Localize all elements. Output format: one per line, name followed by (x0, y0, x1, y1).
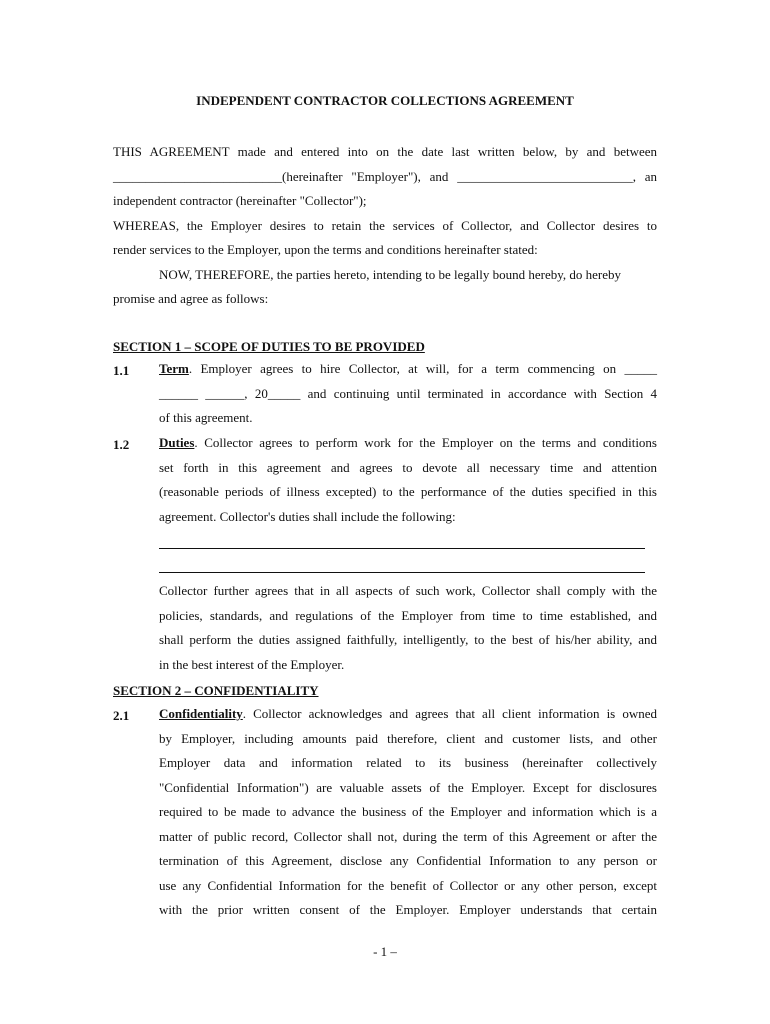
clause-1-2-number: 1.2 (113, 437, 130, 452)
clause-1-2-line-3: (reasonable periods of illness excepted) to the performance of the duties specified in this (159, 484, 657, 499)
clause-2-1 (159, 702, 657, 923)
intro-line-1: THIS AGREEMENT made and entered into on the date last written below, by and between (113, 144, 657, 159)
document-title: INDEPENDENT CONTRACTOR COLLECTIONS AGREEMENT (196, 93, 574, 108)
further-line-4: in the best interest of the Employer. (159, 656, 345, 672)
clause-1-2-line-4: agreement. Collector's duties shall include the following: (159, 508, 456, 524)
clause-1-1-line-1 (159, 357, 657, 382)
intro-paragraph (113, 140, 657, 312)
clause-1-1-number: 1.1 (113, 363, 130, 378)
clause-1-2-term: Duties (159, 435, 195, 450)
clause-2-1-line-8: use any Confidential Information for the benefit of Collector or any other person, except (159, 877, 657, 893)
clause-2-1-line-3: Employer data and information related to its business (hereinafter collectively (159, 755, 657, 770)
page-number: - 1 – (373, 944, 397, 959)
intro-line-2: __________________________(hereinafter "Employer"), and ___________________________, an (113, 168, 657, 184)
clause-1-1-line-3: of this agreement. (159, 410, 253, 425)
clause-2-1-line-1 (159, 702, 657, 727)
clause-2-1-line-9: with the prior written consent of the Employer. Employer understands that certain (159, 902, 657, 917)
whereas-line-2: render services to the Employer, upon the terms and conditions hereinafter stated: (113, 242, 538, 257)
duties-blank-line-2 (159, 572, 645, 573)
clause-2-1-line-4: "Confidential Information") are valuable assets of the Employer. Except for disclosures (159, 779, 657, 795)
duties-blank-line-1 (159, 548, 645, 549)
section-1-heading: SECTION 1 – SCOPE OF DUTIES TO BE PROVIDED (113, 339, 425, 354)
clause-2-1-term: Confidentiality (159, 706, 243, 721)
clause-1-1-line-2: ______ ______, 20_____ and continuing until terminated in accordance with Section 4 (159, 385, 657, 401)
now-therefore-line-1: NOW, THEREFORE, the parties hereto, intending to be legally bound hereby, do hereby (159, 266, 622, 282)
clause-2-1-line-7: termination of this Agreement, disclose any Confidential Information to any person or (159, 853, 657, 868)
section-2-heading: SECTION 2 – CONFIDENTIALITY (113, 683, 319, 698)
clause-1-1-text: . Employer agrees to hire Collector, at will, for a term commencing on _____ (188, 361, 657, 376)
clause-1-1-term: Term (159, 361, 189, 376)
clause-2-1-line-6: matter of public record, Collector shall not, during the term of this Agreement or after the (159, 828, 657, 844)
clause-1-2-text: . Collector agrees to perform work for the Employer on the terms and conditions (194, 435, 657, 450)
clause-1-1 (159, 357, 657, 431)
clause-2-1-number: 2.1 (113, 708, 130, 723)
further-line-2: policies, standards, and regulations of the Employer from time to time established, and (159, 607, 657, 623)
clause-1-2-line-2: set forth in this agreement and agrees to devote all necessary time and attention (159, 459, 657, 475)
clause-2-1-line-2: by Employer, including amounts paid therefore, client and customer lists, and other (159, 730, 657, 746)
clause-1-2 (159, 431, 657, 529)
clause-1-2-line-1 (159, 431, 657, 456)
clause-2-1-line-5: required to be made to advance the business of the Employer and information which is a (159, 804, 657, 819)
intro-line-3: independent contractor (hereinafter "Collector"); (113, 193, 367, 208)
further-line-1: Collector further agrees that in all aspects of such work, Collector shall comply with the (159, 583, 657, 598)
clause-1-2-further (159, 579, 657, 677)
further-line-3: shall perform the duties assigned faithfully, intelligently, to the best of his/her ability, and (159, 632, 657, 647)
clause-2-1-text: . Collector acknowledges and agrees that all client information is owned (242, 706, 657, 721)
whereas-line-1: WHEREAS, the Employer desires to retain the services of Collector, and Collector desires to (113, 217, 657, 233)
now-therefore-line-2: promise and agree as follows: (113, 291, 269, 306)
